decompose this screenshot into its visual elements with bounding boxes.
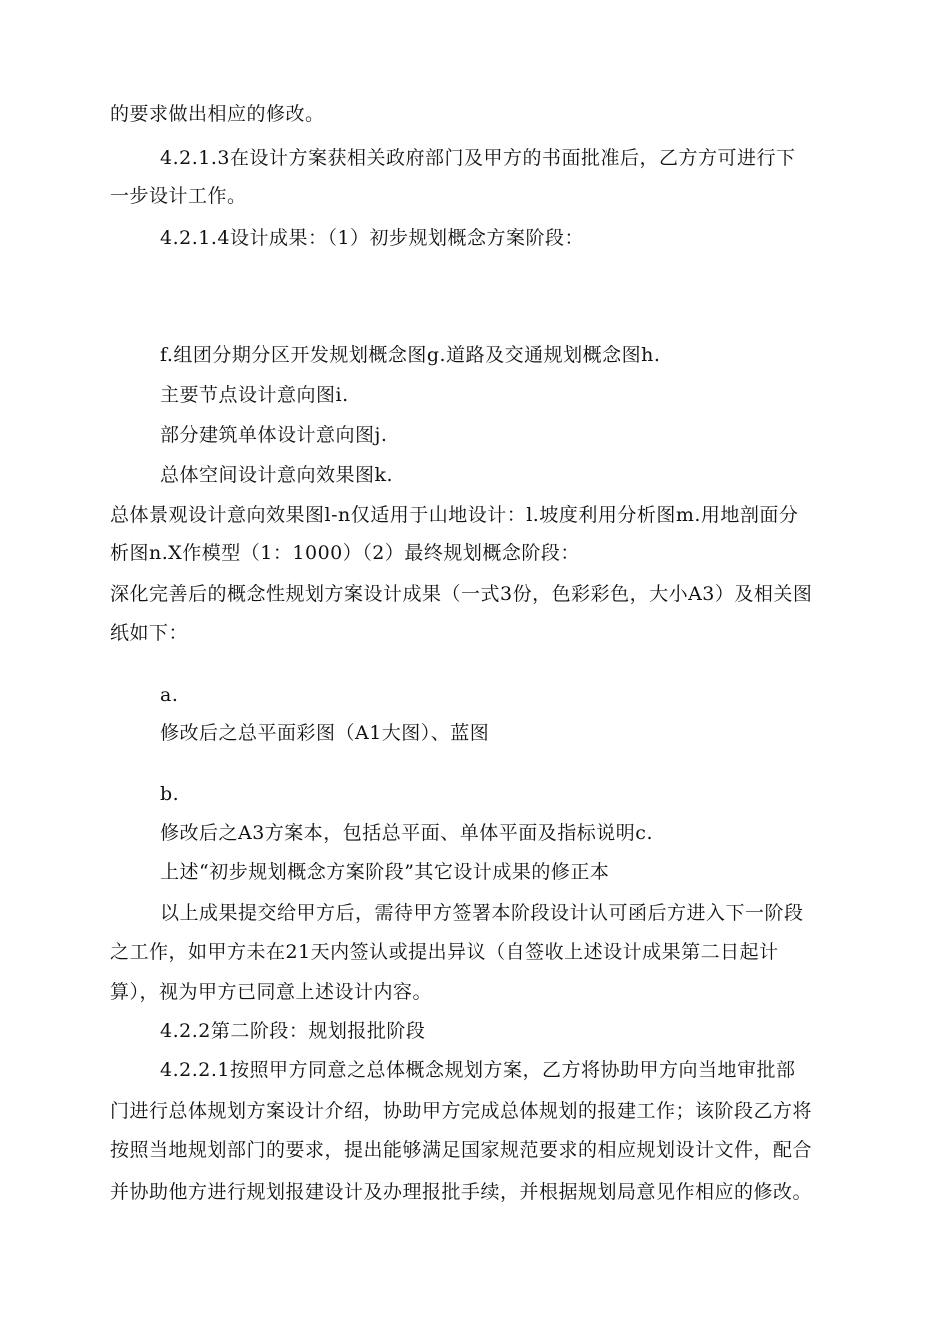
paragraph-line: 之工作，如甲方未在21天内签认或提出异议（自签收上述设计成果第二日起计	[110, 941, 779, 963]
paragraph-line: 门进行总体规划方案设计介绍，协助甲方完成总体规划的报建工作；该阶段乙方将	[110, 1100, 813, 1122]
clause-4-2-1-4: 4.2.1.4设计成果：（1）初步规划概念方案阶段：	[160, 227, 585, 249]
paragraph-line: 并协助他方进行规划报建设计及办理报批手续，并根据规划局意见作相应的修改。	[110, 1181, 813, 1203]
list-item-b: b.	[160, 783, 180, 805]
list-item-a: a.	[160, 684, 179, 706]
paragraph-line: 按照当地规划部门的要求，提出能够满足国家规范要求的相应规划设计文件，配合	[110, 1139, 813, 1161]
list-item: 部分建筑单体设计意向图j.	[160, 424, 388, 446]
paragraph-line: 以上成果提交给甲方后，需待甲方签署本阶段设计认可函后方进入下一阶段	[160, 902, 804, 924]
clause-4-2-2-1: 4.2.2.1按照甲方同意之总体概念规划方案，乙方将协助甲方向当地审批部	[160, 1059, 796, 1081]
list-item: 上述“初步规划概念方案阶段”其它设计成果的修正本	[160, 861, 610, 883]
text-line: 析图n.X作模型（1：1000）（2）最终规划概念阶段：	[110, 542, 580, 564]
text-line: 纸如下：	[110, 622, 189, 644]
section-heading-4-2-2: 4.2.2第二阶段：规划报批阶段	[160, 1020, 426, 1042]
list-item: 修改后之总平面彩图（A1大图）、蓝图	[160, 722, 490, 744]
list-item: 修改后之A3方案本，包括总平面、单体平面及指标说明c.	[160, 822, 653, 844]
list-item: 主要节点设计意向图i.	[160, 384, 349, 406]
list-item: f.组团分期分区开发规划概念图g.道路及交通规划概念图h.	[160, 344, 661, 366]
text-line: 总体景观设计意向效果图l-n仅适用于山地设计：l.坡度利用分析图m.用地剖面分	[110, 504, 799, 526]
list-item: 总体空间设计意向效果图k.	[160, 464, 394, 486]
clause-4-2-1-3: 4.2.1.3在设计方案获相关政府部门及甲方的书面批准后，乙方方可进行下	[160, 147, 796, 169]
text-line: 一步设计工作。	[110, 185, 247, 207]
text-line: 的要求做出相应的修改。	[110, 103, 325, 125]
paragraph-line: 算），视为甲方已同意上述设计内容。	[110, 981, 433, 1003]
text-line: 深化完善后的概念性规划方案设计成果（一式3份，色彩彩色，大小A3）及相关图	[110, 583, 813, 605]
